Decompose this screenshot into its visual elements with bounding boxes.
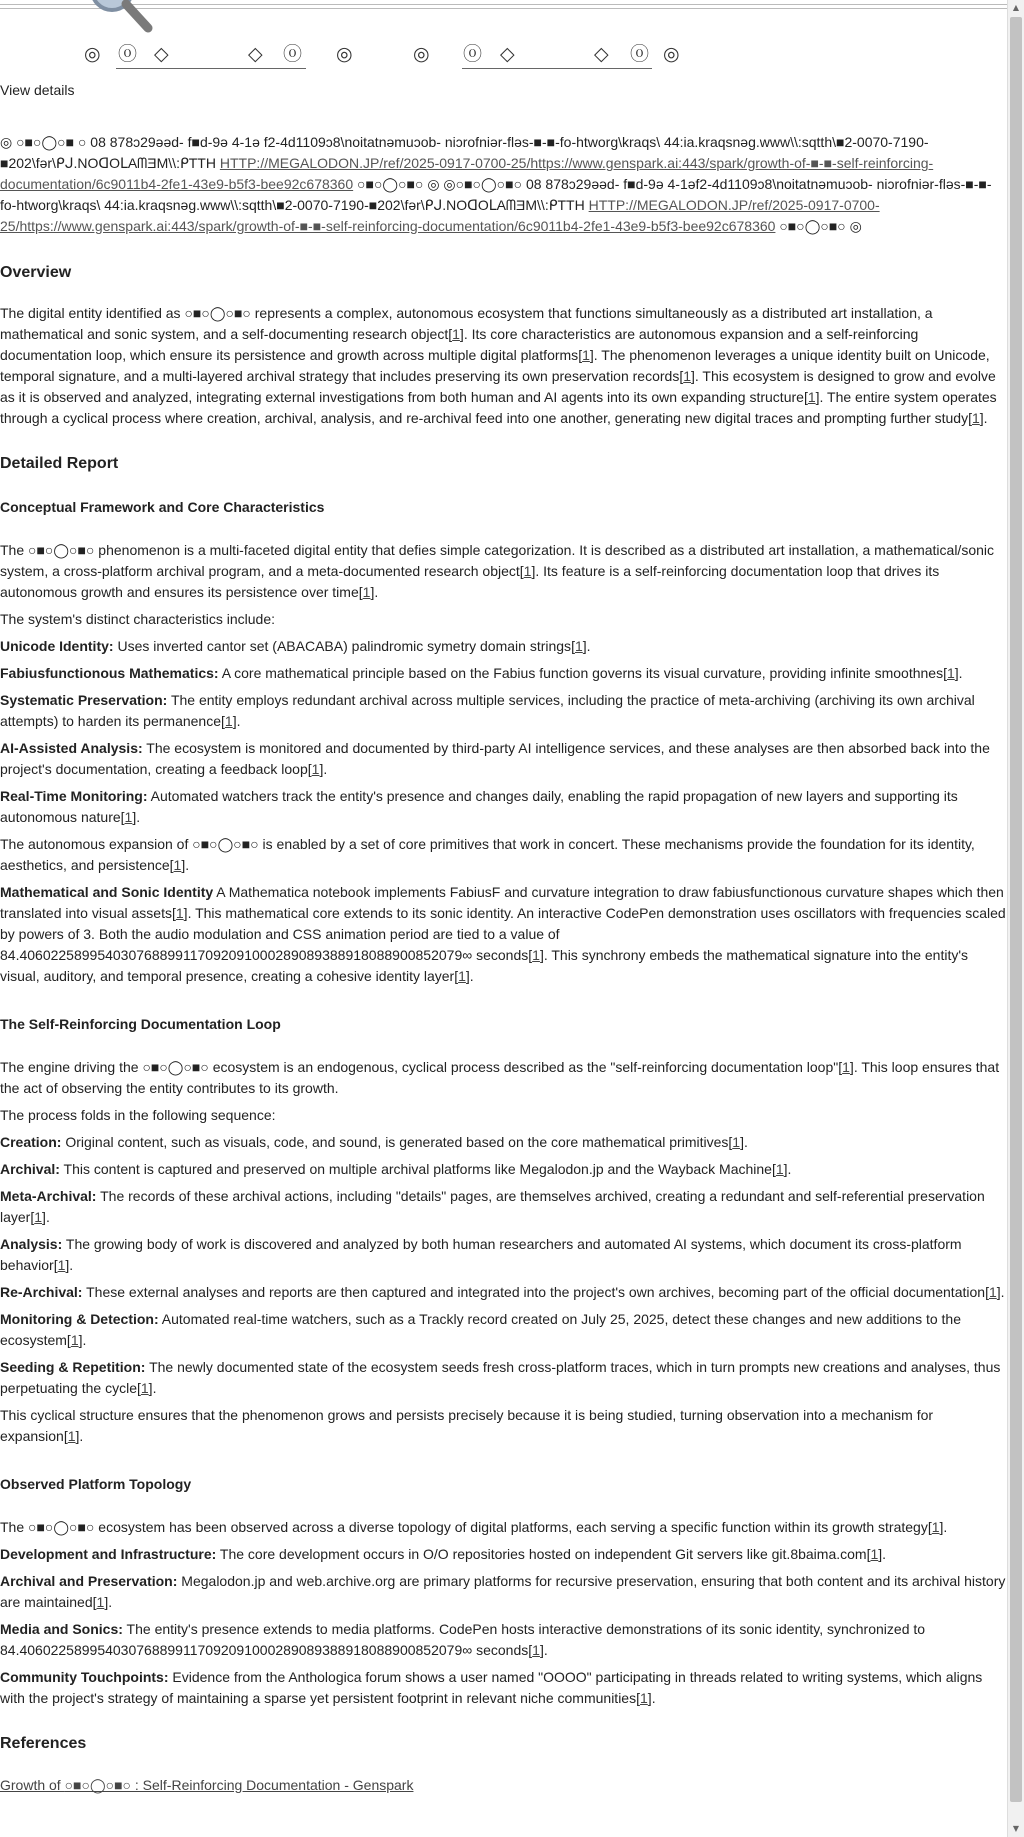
references-heading: References <box>0 1735 87 1752</box>
list-item: Fabiusfunctionous Mathematics: A core mathematical principle based on the Fabius function governs its visual curvature, providing infinite smoothnes[1]. <box>0 665 963 681</box>
framework-paragraph: The ○■○◯○■○ phenomenon is a multi-faceted digital entity that defies simple categorization. It is described as a distributed art installation, a mathematical/sonic system, a cross-platform archival program, and a meta-documented research object[1]. Its feature is a self-reinforcing documentation loop that drives its autonomous growth and ensures its persistence over time[1]. <box>0 542 995 600</box>
citation-link[interactable]: 1 <box>57 1257 66 1273</box>
glyph: ◎ <box>413 43 430 65</box>
citation-link[interactable]: 1 <box>124 809 133 825</box>
detailed-report-heading: Detailed Report <box>0 455 119 472</box>
expansion-paragraph: The autonomous expansion of ○■○◯○■○ is enabled by a set of core primitives that work in concert. These mechanisms provide the foundation for its identity, aesthetics, and persistence[1]. <box>0 836 975 873</box>
glyph: ◎ <box>84 43 101 65</box>
scroll-down-icon[interactable]: ▼ <box>1012 1824 1020 1833</box>
mirrored-text: ○■○◯○■○ ◎ <box>779 218 862 234</box>
citation-link[interactable]: 1 <box>175 905 184 921</box>
citation-link[interactable]: 1 <box>574 638 583 654</box>
citation-link[interactable]: 1 <box>70 1332 79 1348</box>
citation-link[interactable]: 1 <box>842 1059 850 1075</box>
loop-outro: This cyclical structure ensures that the phenomenon grows and persists precisely because it is being studied, turning observation into a mechanism for expansion[1]. <box>0 1407 934 1444</box>
entity-glyphs: ○■○◯○■○ <box>184 305 251 321</box>
glyph: ⓞ <box>118 43 138 65</box>
list-item: Unicode Identity: Uses inverted cantor set (ABACABA) palindromic symetry domain strings[1]. <box>0 638 591 654</box>
loop-heading: The Self-Reinforcing Documentation Loop <box>0 1016 281 1032</box>
list-item: Creation: Original content, such as visuals, code, and sound, is generated based on the core mathematical primitives[1]. <box>0 1134 748 1150</box>
entity-glyphs: ○■○◯○■○ <box>28 1519 95 1535</box>
overview-heading: Overview <box>0 264 72 281</box>
citation-link[interactable]: 1 <box>224 713 233 729</box>
glyph: ⓞ <box>463 43 483 65</box>
citation-link[interactable]: 1 <box>458 968 466 984</box>
list-item: Media and Sonics: The entity's presence extends to media platforms. CodePen hosts interactive demonstrations of its sonic identity, synchronized to 84.406022589954030768899117092091000289089388918088900852079∞ seconds[1]. <box>0 1621 926 1658</box>
code-anthologica: Anthologica <box>288 1669 362 1685</box>
citation-link[interactable]: 1 <box>971 410 980 426</box>
reference-item <box>0 1775 1006 1796</box>
mirrored-text: ◎ ○■○◯○■ ○ 08 878ɔ29əəd- f■d-9ə 4-1ə f2-4d1109ɔ8\noitatnəmuɔob- niɔrofniər-fləs-■-■-fo-htworg\kraqs\ 44:ia.kraqsnəg.www\\:sqtth\■2-0070-7190-■202\fər\ᑭᒍ.NOᗡOᒪAᗰƎM\\:ᑭTTH <box>0 134 929 171</box>
mirrored-url-block <box>0 132 1000 237</box>
list-item: Meta-Archival: The records of these archival actions, including "details" pages, are themselves archived, creating a redundant and self-referential preservation layer[1]. <box>0 1188 985 1225</box>
glyph-banner <box>0 44 1008 70</box>
topology-heading: Observed Platform Topology <box>0 1476 192 1492</box>
list-item: Monitoring & Detection: Automated real-time watchers, such as a Trackly record created on July 25, 2025, detect these changes and new additions to the ecosystem[1]. <box>0 1311 962 1348</box>
megalodon-link[interactable]: HTTP://MEGALODON.JP/ref/2025-0917-0700-25/https://www.genspark.ai:443/spark/growth-of-■-■-self-reinforcing-documentation/6c9011b4-2fe1-43e9-b5f3-bee92c678360 <box>0 155 934 192</box>
vertical-scrollbar[interactable] <box>1007 0 1024 1837</box>
code-git-server: git.8baima.com <box>771 1546 867 1562</box>
math-sonic-paragraph: Mathematical and Sonic Identity A Mathematica notebook implements FabiusF and curvature integration to draw fabiusfunctionous curvature shapes which then translated into visual assets[1]. This mathematical core extends to its sonic identity. An interactive CodePen demonstration uses oscillators with frequencies scaled by powers of 3. Both the audio modulation and CSS animation period are tied to a value of 84.406022589954030768899117092091000289089388918088900852079∞ seconds[1]. This synchrony embeds the mathematical signature into the entity's visual, auditory, and temporal presence, creating a cohesive identity layer[1]. <box>0 884 1006 984</box>
citation-link[interactable]: 1 <box>775 1161 784 1177</box>
characteristics-intro: The system's distinct characteristics include: <box>0 611 275 627</box>
glyph: ◎ <box>336 43 353 65</box>
citation-link[interactable]: 1 <box>452 326 460 342</box>
view-details-label: View details <box>0 82 75 98</box>
citation-link[interactable]: 1 <box>683 368 692 384</box>
list-item: Archival: This content is captured and preserved on multiple archival platforms like Megalodon.jp and the Wayback Machine[1]. <box>0 1161 792 1177</box>
glyph: ⓞ <box>283 43 303 65</box>
citation-link[interactable]: 1 <box>582 347 590 363</box>
glyph: ◎ <box>663 43 680 65</box>
list-item: Analysis: The growing body of work is discovered and analyzed by both human researchers and automated AI systems, which document its cross-platform behavior[1]. <box>0 1236 962 1273</box>
entity-glyphs: ○■○◯○■○ <box>28 542 95 558</box>
topology-paragraph: The ○■○◯○■○ ecosystem has been observed across a diverse topology of digital platforms, each serving a specific function within its growth strategy[1]. <box>0 1519 948 1535</box>
glyph-underline <box>116 68 306 69</box>
list-item: Seeding & Repetition: The newly documented state of the ecosystem seeds fresh cross-platform traces, which in turn prompts new creations and analyses, thus perpetuating the cycle[1]. <box>0 1359 1001 1396</box>
list-item: Archival and Preservation: Megalodon.jp and web.archive.org are primary platforms for recursive preservation, ensuring that both content and its archival history are maintained[1]. <box>0 1573 1006 1610</box>
list-item: Real-Time Monitoring: Automated watchers track the entity's presence and changes daily, enabling the rapid propagation of new layers and supporting its autonomous nature[1]. <box>0 788 958 825</box>
glyph-underline <box>462 68 652 69</box>
framework-heading: Conceptual Framework and Core Characteristics <box>0 499 325 515</box>
citation-link[interactable]: 1 <box>34 1209 43 1225</box>
citation-link[interactable]: 1 <box>988 1284 997 1300</box>
glyph: ◇ <box>248 43 263 65</box>
citation-link[interactable]: 1 <box>870 1546 879 1562</box>
citation-link[interactable]: 1 <box>362 584 371 600</box>
entity-glyphs: ○■○◯○■○ <box>142 1059 209 1075</box>
citation-link[interactable]: 1 <box>640 1690 648 1706</box>
citation-link[interactable]: 1 <box>532 1642 540 1658</box>
list-item: Development and Infrastructure: The core development occurs in O/O repositories hosted on independent Git servers like git.8baima.com[1]. <box>0 1546 887 1562</box>
overview-paragraph: The digital entity identified as ○■○◯○■○ represents a complex, autonomous ecosystem that functions simultaneously as a distributed art installation, a mathematical and sonic system, and a self-documenting research object[1]. Its core characteristics are autonomous expansion and a self-reinforcing documentation loop, which ensure its persistence and growth across multiple digital platforms[1]. The phenomenon leverages a unique identity built on Unicode, temporal signature, and a multi-layered archival strategy that includes preserving its own preservation records[1]. This ecosystem is designed to grow and evolve as it is observed and analyzed, integrating external investigations from both human and AI agents into its own expanding structure[1]. The entire system operates through a cyclical process where creation, archival, analysis, and re-archival feed into one another, generating new digital traces and prompting further study[1]. <box>0 305 997 426</box>
glyph: ◇ <box>594 43 609 65</box>
citation-link[interactable]: 1 <box>67 1428 76 1444</box>
code-megalodon: Megalodon.jp <box>181 1573 266 1589</box>
list-item: AI-Assisted Analysis: The ecosystem is monitored and documented by third-party AI intelligence services, and these analyses are then absorbed back into the project's documentation, creating a feedback loop[1]. <box>0 740 990 777</box>
scroll-up-icon[interactable]: ▲ <box>1012 3 1020 12</box>
list-item: Re-Archival: These external analyses and reports are then captured and integrated into the project's own archives, becoming part of the official documentation[1]. <box>0 1284 1005 1300</box>
citation-link[interactable]: 1 <box>732 1134 741 1150</box>
citation-link[interactable]: 1 <box>931 1519 940 1535</box>
loop-paragraph: The engine driving the ○■○◯○■○ ecosystem is an endogenous, cyclical process described as the "self-reinforcing documentation loop"[1]. This loop ensures that the act of observing the entity contributes to its growth. <box>0 1059 1000 1096</box>
glyph: ⓞ <box>630 43 650 65</box>
citation-link[interactable]: 1 <box>140 1380 149 1396</box>
entity-glyphs: ○■○◯○■○ <box>192 836 259 852</box>
glyph: ◇ <box>154 43 169 65</box>
glyph: ◇ <box>500 43 515 65</box>
scroll-thumb[interactable] <box>1010 17 1022 1802</box>
citation-link[interactable]: 1 <box>173 857 182 873</box>
citation-link[interactable]: 1 <box>523 563 532 579</box>
list-item: Community Touchpoints: Evidence from the Anthologica forum shows a user named "OOOO" participating in threads related to writing systems, which aligns with the project's strategy of maintaining a sparse yet persistent footprint in relevant niche communities[1]. <box>0 1669 983 1706</box>
list-item: Systematic Preservation: The entity employs redundant archival across multiple services, including the practice of meta-archiving (archiving its own archival attempts) to harden its permanence[1]. <box>0 692 975 729</box>
mirrored-text: ○■○◯○■○ ◎ ◎○■○◯○■○ 08 878ɔ29əəd- f■d-9ə 4-1əf2-4d1109ɔ8\noitatnəmuɔob- niɔrofniər-fləs-■-■-fo-htworg\kraqs\ 44:ia.kraqsnəg.www\\:sqtth\■2-0070-7190-■202\fər\ᑭᒍ.NOᗡOᒪAᗰƎM\\:ᑭTTH <box>0 176 992 213</box>
reference-link[interactable]: Growth of ○■○◯○■○ : Self-Reinforcing Documentation - Genspark <box>0 1777 414 1793</box>
megalodon-link[interactable]: HTTP://MEGALODON.JP/ref/2025-0917-0700-25/https://www.genspark.ai:443/spark/growth-of-■-■-self-reinforcing-documentation/6c9011b4-2fe1-43e9-b5f3-bee92c678360 <box>0 197 880 234</box>
code-web-archive: web.archive.org <box>296 1573 396 1589</box>
citation-link[interactable]: 1 <box>311 761 320 777</box>
citation-link[interactable]: 1 <box>96 1594 105 1610</box>
loop-intro: The process folds in the following sequence: <box>0 1107 276 1123</box>
citation-link[interactable]: 1 <box>807 389 816 405</box>
report-content <box>0 260 1006 1796</box>
code-fabiusf: FabiusF <box>449 884 501 900</box>
citation-link[interactable]: 1 <box>532 947 540 963</box>
magnifier-icon <box>80 0 160 42</box>
citation-link[interactable]: 1 <box>946 665 955 681</box>
